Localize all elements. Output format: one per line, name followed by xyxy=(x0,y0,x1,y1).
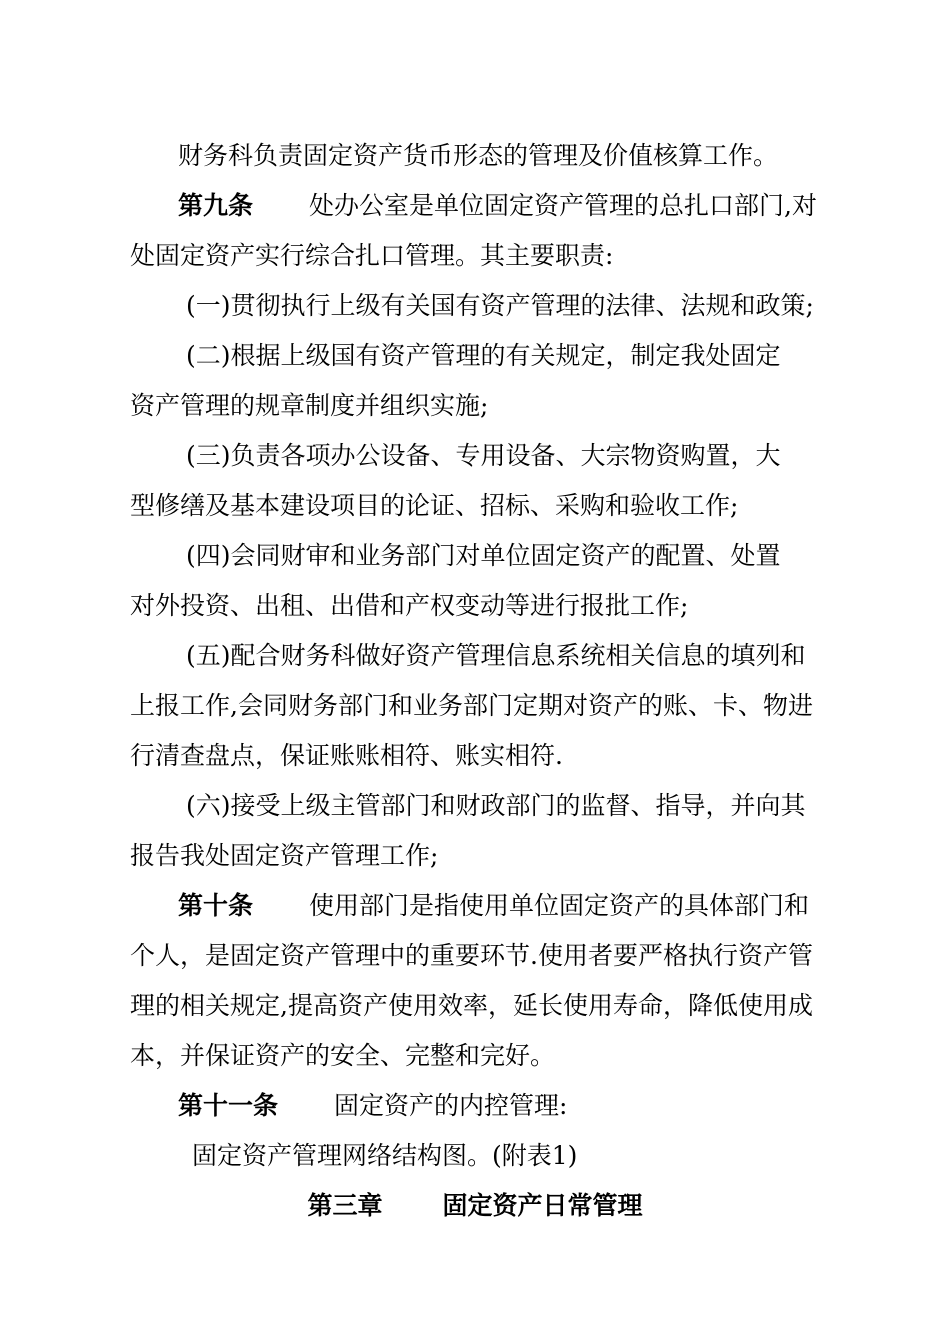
article-11-line: 第十一条 固定资产的内控管理: xyxy=(178,1091,568,1120)
paragraph-line: 理的相关规定,提高资产使用效率，延长使用寿命，降低使用成 xyxy=(130,991,813,1020)
paragraph-line: 资产管理的规章制度并组织实施; xyxy=(130,391,489,420)
list-item-2: (二)根据上级国有资产管理的有关规定，制定我处固定 xyxy=(186,341,781,370)
list-item-4: (四)会同财审和业务部门对单位固定资产的配置、处置 xyxy=(186,541,781,570)
article-10-line: 第十条 使用部门是指使用单位固定资产的具体部门和 xyxy=(178,891,810,920)
chapter-number: 第三章 xyxy=(307,1191,383,1220)
article-10-heading: 第十条 xyxy=(178,891,254,920)
article-9-line: 第九条 处办公室是单位固定资产管理的总扎口部门,对 xyxy=(178,191,817,220)
paragraph-line: 上报工作,会同财务部门和业务部门定期对资产的账、卡、物进 xyxy=(130,691,813,720)
list-item-1: (一)贯彻执行上级有关国有资产管理的法律、法规和政策; xyxy=(186,291,814,320)
paragraph-line: 报告我处固定资产管理工作; xyxy=(130,841,439,870)
paragraph-line: 对外投资、出租、出借和产权变动等进行报批工作; xyxy=(130,591,689,620)
paragraph-line: 型修缮及基本建设项目的论证、招标、采购和验收工作; xyxy=(130,491,739,520)
paragraph-line: 本，并保证资产的安全、完整和完好。 xyxy=(130,1041,556,1070)
list-item-3: (三)负责各项办公设备、专用设备、大宗物资购置，大 xyxy=(186,441,781,470)
article-11-heading: 第十一条 xyxy=(178,1091,279,1120)
paragraph-line: 行清查盘点，保证账账相符、账实相符. xyxy=(130,741,563,770)
list-item-5: (五)配合财务科做好资产管理信息系统相关信息的填列和 xyxy=(186,641,806,670)
paragraph-line: 财务科负责固定资产货币形态的管理及价值核算工作。 xyxy=(178,141,779,170)
list-item-6: (六)接受上级主管部门和财政部门的监督、指导，并向其 xyxy=(186,791,806,820)
chapter-title: 固定资产日常管理 xyxy=(442,1191,643,1220)
paragraph-line: 处固定资产实行综合扎口管理。其主要职责: xyxy=(130,241,614,270)
paragraph-line: 固定资产管理网络结构图。(附表1) xyxy=(192,1141,578,1170)
article-9-heading: 第九条 xyxy=(178,191,254,220)
chapter-heading xyxy=(0,1182,950,1230)
paragraph-line: 个人，是固定资产管理中的重要环节.使用者要严格执行资产管 xyxy=(130,941,813,970)
